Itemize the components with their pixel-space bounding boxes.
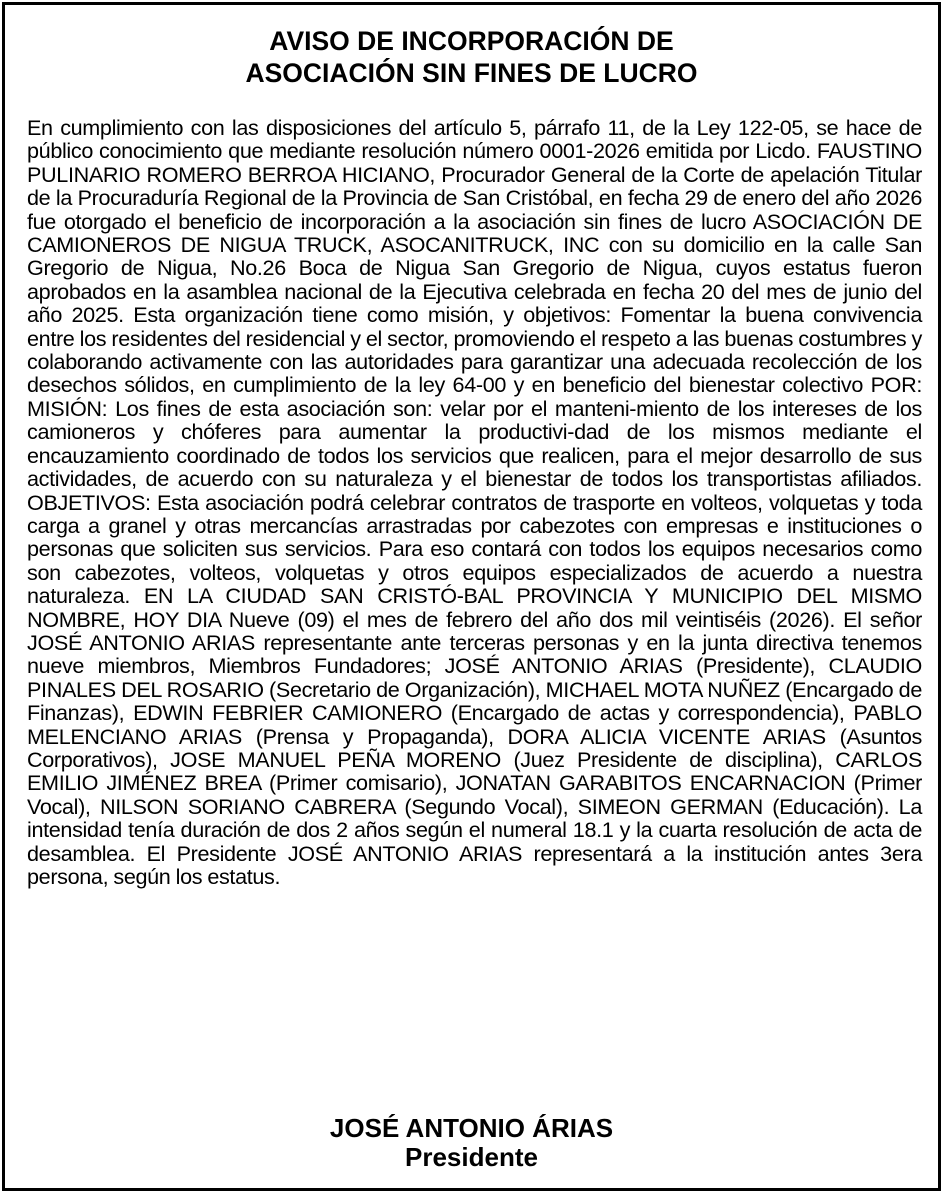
notice-body: En cumplimiento con las disposiciones del artículo 5, párrafo 11, de la Ley 122-05, se hace de público conocimiento que mediante resolución número 0001-2026 emitida por Licdo. FAUSTINO PULINARIO ROMERO BERROA HICIANO, Procurador General de la Corte de apelación Titular de la Procuraduría Regional de la Provincia de San Cristóbal, en fecha 29 de enero del año 2026 fue otorgado el beneficio de incorporación a la asociación sin fines de lucro ASOCIACIÓN DE CAMIONEROS DE NIGUA TRUCK, ASOCANITRUCK, INC con su domicilio en la calle San Gregorio de Nigua, No.26 Boca de Nigua San Gregorio de Nigua, cuyos estatus fueron aprobados en la asamblea nacional de la Ejecutiva celebrada en fecha 20 del mes de junio del año 2025. Esta organización tiene como misión, y objetivos: Fomentar la buena convivencia entre los residentes del residencial y el sector, promoviendo el respeto a las buenas costumbres y colaborando activamente con las autoridades para garantizar una adecuada recolección de los desechos sólidos, en cumplimiento de la ley 64-00 y en beneficio del bienestar colectivo POR: MISIÓN: Los fines de esta asociación son: velar por el manteni-miento de los intereses de los camioneros y chóferes para aumentar la productivi-dad de los mismos mediante el encauzamiento coordinado de todos los servicios que realicen, para el mejor desarrollo de sus actividades, de acuerdo con su naturaleza y el bienestar de todos los transportistas afiliados. OBJETIVOS: Esta asociación podrá celebrar contratos de trasporte en volteos, volquetas y toda carga a granel y otras mercancías arrastradas por cabezotes con empresas e instituciones o personas que soliciten sus servicios. Para eso contará con todos los equipos necesarios como son cabezotes, volteos, volquetas y otros equipos especializados de acuerdo a nuestra naturaleza. EN LA CIUDAD SAN CRISTÓ-BAL PROVINCIA Y MUNICIPIO DEL MISMO NOMBRE, HOY DIA Nueve (09) el mes de febrero del año dos mil veintiséis (2026). El señor JOSÉ ANTONIO ARIAS representante ante terceras personas y en la junta directiva tenemos nueve miembros, Miembros Fundadores; JOSÉ ANTONIO ARIAS (Presidente), CLAUDIO PINALES DEL ROSARIO (Secretario de Organización), MICHAEL MOTA NUÑEZ (Encargado de Finanzas), EDWIN FEBRIER CAMIONERO (Encargado de actas y correspondencia), PABLO MELENCIANO ARIAS (Prensa y Propaganda), DORA ALICIA VICENTE ARIAS (Asuntos Corporativos), JOSE MANUEL PEÑA MORENO (Juez Presidente de disciplina), CARLOS EMILIO JIMÉNEZ BREA (Primer comisario), JONATAN GARABITOS ENCARNACION (Primer Vocal), NILSON SORIANO CABRERA (Segundo Vocal), SIMEON GERMAN (Educación). La intensidad tenía duración de dos 2 años según el numeral 18.1 y la cuarta resolución de acta de desamblea. El Presidente JOSÉ ANTONIO ARIAS representará a la institución antes 3era persona, según los estatus. <box>27 115 922 889</box>
signature-block <box>5 1114 938 1172</box>
signatory-role: Presidente <box>405 1142 538 1172</box>
title-line-1: AVISO DE INCORPORACIÓN DE <box>269 26 674 56</box>
title-line-2: ASOCIACIÓN SIN FINES DE LUCRO <box>245 58 698 88</box>
signatory-name: JOSÉ ANTONIO ÁRIAS <box>329 1113 614 1143</box>
notice-title <box>5 25 938 89</box>
notice-border <box>2 2 941 1191</box>
